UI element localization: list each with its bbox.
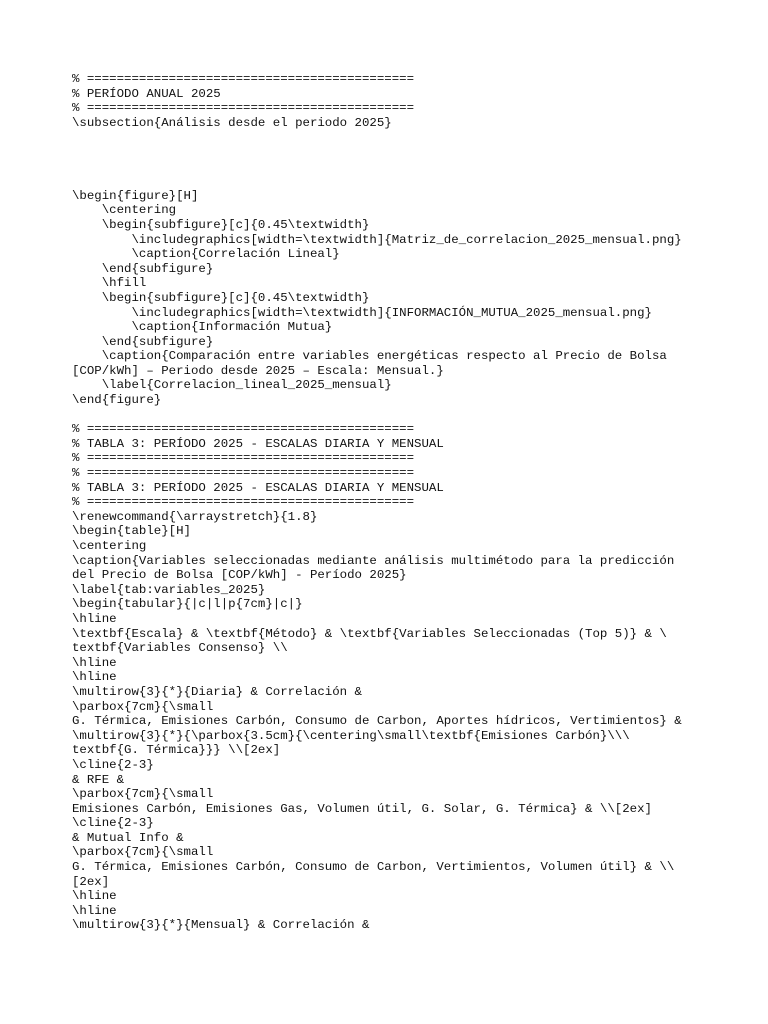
source-line: \cline{2-3} <box>72 757 154 772</box>
source-line: \begin{subfigure}[c]{0.45\textwidth} <box>72 217 370 232</box>
source-line: \caption{Información Mutua} <box>72 320 333 335</box>
source-line: \renewcommand{\arraystretch}{1.8} <box>72 509 318 524</box>
source-line: \textbf{Escala} & \textbf{Método} & \textbf{Variables Seleccionadas (Top 5)} & \ <box>72 626 667 641</box>
source-line: \parbox{7cm}{\small <box>72 699 214 714</box>
latex-source-document <box>72 72 702 933</box>
source-line: textbf{G. Térmica}}} \\[2ex] <box>72 743 281 758</box>
source-line: \end{subfigure} <box>72 261 214 276</box>
source-line: \begin{figure}[H] <box>72 188 199 203</box>
source-line: % TABLA 3: PERÍODO 2025 - ESCALAS DIARIA Y MENSUAL <box>72 436 444 451</box>
source-line: \includegraphics[width=\textwidth]{INFORMACIÓN_MUTUA_2025_mensual.png} <box>72 305 652 320</box>
source-line <box>72 174 702 189</box>
source-line: % ============================================ <box>72 72 415 86</box>
source-line: \caption{Correlación Lineal} <box>72 247 340 262</box>
source-line: \label{tab:variables_2025} <box>72 582 266 597</box>
source-line: \begin{tabular}{|c|l|p{7cm}|c|} <box>72 597 303 612</box>
source-line: \begin{table}[H] <box>72 524 191 539</box>
source-line: % ============================================ <box>72 466 415 481</box>
source-line <box>72 145 702 160</box>
source-line: \hline <box>72 655 117 670</box>
source-line: G. Térmica, Emisiones Carbón, Consumo de Carbon, Vertimientos, Volumen útil} & \\ <box>72 860 675 875</box>
source-line: textbf{Variables Consenso} \\ <box>72 641 288 656</box>
source-line: \multirow{3}{*}{\parbox{3.5cm}{\centering\small\textbf{Emisiones Carbón}\\\ <box>72 728 630 743</box>
source-line: \hfill <box>72 276 147 291</box>
source-line: % ============================================ <box>72 101 415 116</box>
source-line: & Mutual Info & <box>72 830 184 845</box>
source-line: \end{figure} <box>72 393 162 408</box>
source-line: \includegraphics[width=\textwidth]{Matriz_de_correlacion_2025_mensual.png} <box>72 232 682 247</box>
source-line: \multirow{3}{*}{Diaria} & Correlación & <box>72 684 362 699</box>
source-line: \centering <box>72 539 147 553</box>
source-line: \hline <box>72 611 117 626</box>
source-line: \centering <box>72 203 177 218</box>
source-line: Emisiones Carbón, Emisiones Gas, Volumen útil, G. Solar, G. Térmica} & \\[2ex] <box>72 801 652 816</box>
source-line: % ============================================ <box>72 495 415 510</box>
source-line: \parbox{7cm}{\small <box>72 787 214 802</box>
source-line: \subsection{Análisis desde el periodo 2025} <box>72 115 392 130</box>
source-line: \hline <box>72 889 117 904</box>
source-line <box>72 408 702 423</box>
source-line: G. Térmica, Emisiones Carbón, Consumo de Carbon, Aportes hídricos, Vertimientos} & <box>72 714 682 729</box>
source-line: \cline{2-3} <box>72 816 154 831</box>
source-line: & RFE & <box>72 772 125 787</box>
source-line: [2ex] <box>72 874 110 889</box>
source-line: del Precio de Bolsa [COP/kWh] - Período 2025} <box>72 568 407 583</box>
source-line: \end{subfigure} <box>72 334 214 349</box>
source-line: \hline <box>72 903 117 918</box>
source-line: % ============================================ <box>72 422 415 437</box>
source-line: \caption{Variables seleccionadas mediante análisis multimétodo para la predicción <box>72 553 675 568</box>
source-line: % ============================================ <box>72 451 415 466</box>
source-line: \parbox{7cm}{\small <box>72 845 214 860</box>
source-line: [COP/kWh] – Periodo desde 2025 – Escala: Mensual.} <box>72 363 444 378</box>
source-line: % TABLA 3: PERÍODO 2025 - ESCALAS DIARIA Y MENSUAL <box>72 480 444 495</box>
source-line: % PERÍODO ANUAL 2025 <box>72 86 221 101</box>
source-line: \begin{subfigure}[c]{0.45\textwidth} <box>72 290 370 305</box>
source-line: \caption{Comparación entre variables energéticas respecto al Precio de Bolsa <box>72 349 667 364</box>
source-line <box>72 160 702 175</box>
source-line: \multirow{3}{*}{Mensual} & Correlación & <box>72 918 370 933</box>
source-line <box>72 130 702 145</box>
source-line: \label{Correlacion_lineal_2025_mensual} <box>72 378 392 393</box>
source-line: \hline <box>72 670 117 685</box>
